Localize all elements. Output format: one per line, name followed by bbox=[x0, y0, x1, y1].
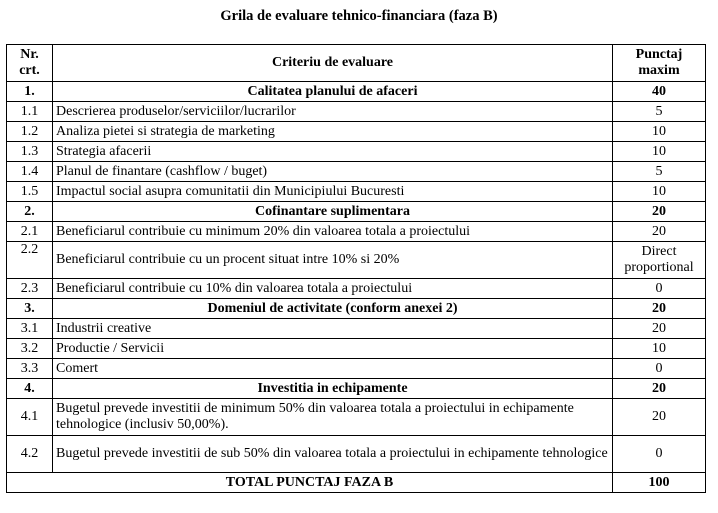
table-row bbox=[7, 279, 706, 299]
row-criteriu: Descrierea produselor/serviciilor/lucrarilor bbox=[53, 102, 613, 122]
header-nr bbox=[7, 45, 53, 82]
row-criteriu: Productie / Servicii bbox=[53, 339, 613, 359]
row-nr: 4.2 bbox=[7, 436, 53, 473]
document-title: Grila de evaluare tehnico-financiara (faza B) bbox=[220, 8, 498, 24]
row-criteriu: Impactul social asupra comunitatii din Municipiului Bucuresti bbox=[53, 182, 613, 202]
row-points: 10 bbox=[613, 182, 706, 202]
section-label: Domeniul de activitate (conform anexei 2) bbox=[53, 299, 613, 319]
section-label: Cofinantare suplimentara bbox=[53, 202, 613, 222]
row-nr: 2.1 bbox=[7, 222, 53, 242]
table-row bbox=[7, 339, 706, 359]
row-points: 20 bbox=[613, 222, 706, 242]
table-row bbox=[7, 182, 706, 202]
table-row bbox=[7, 359, 706, 379]
total-label: TOTAL PUNCTAJ FAZA B bbox=[7, 473, 613, 493]
section-nr: 4. bbox=[7, 379, 53, 399]
table-row bbox=[7, 242, 706, 279]
row-criteriu: Analiza pietei si strategia de marketing bbox=[53, 122, 613, 142]
row-criteriu: Beneficiarul contribuie cu minimum 20% din valoarea totala a proiectului bbox=[53, 222, 613, 242]
row-points: 20 bbox=[613, 319, 706, 339]
header-criteriu: Criteriu de evaluare bbox=[53, 45, 613, 82]
row-criteriu: Beneficiarul contribuie cu 10% din valoarea totala a proiectului bbox=[53, 279, 613, 299]
row-criteriu: Industrii creative bbox=[53, 319, 613, 339]
row-nr: 2.3 bbox=[7, 279, 53, 299]
row-nr: 3.2 bbox=[7, 339, 53, 359]
row-nr: 1.1 bbox=[7, 102, 53, 122]
row-points: 5 bbox=[613, 102, 706, 122]
header-punctaj bbox=[613, 45, 706, 82]
table-row bbox=[7, 436, 706, 473]
row-points: Direct proportional bbox=[613, 242, 706, 279]
table-row bbox=[7, 122, 706, 142]
evaluation-table bbox=[6, 44, 706, 493]
section-row bbox=[7, 379, 706, 399]
row-points: 10 bbox=[613, 142, 706, 162]
row-criteriu: Planul de finantare (cashflow / buget) bbox=[53, 162, 613, 182]
section-points: 40 bbox=[613, 82, 706, 102]
row-criteriu: Bugetul prevede investitii de sub 50% din valoarea totala a proiectului in echipamente tehnologice bbox=[53, 436, 613, 473]
section-nr: 3. bbox=[7, 299, 53, 319]
header-nr-line2: crt. bbox=[19, 63, 40, 78]
row-nr: 1.4 bbox=[7, 162, 53, 182]
row-nr: 3.1 bbox=[7, 319, 53, 339]
section-points: 20 bbox=[613, 379, 706, 399]
header-punctaj-line1: Punctaj bbox=[635, 47, 683, 62]
total-points: 100 bbox=[613, 473, 706, 493]
table-row bbox=[7, 319, 706, 339]
row-points: 10 bbox=[613, 339, 706, 359]
row-nr: 3.3 bbox=[7, 359, 53, 379]
row-criteriu: Bugetul prevede investitii de minimum 50% din valoarea totala a proiectului in echipamente tehnologice (inclusiv 50,00%). bbox=[53, 399, 613, 436]
section-nr: 1. bbox=[7, 82, 53, 102]
row-nr: 1.3 bbox=[7, 142, 53, 162]
row-points: 5 bbox=[613, 162, 706, 182]
table-row bbox=[7, 162, 706, 182]
section-label: Investitia in echipamente bbox=[53, 379, 613, 399]
section-points: 20 bbox=[613, 202, 706, 222]
table-row bbox=[7, 222, 706, 242]
row-nr: 1.2 bbox=[7, 122, 53, 142]
row-criteriu: Beneficiarul contribuie cu un procent situat intre 10% si 20% bbox=[53, 242, 613, 279]
row-points: 0 bbox=[613, 279, 706, 299]
row-criteriu: Strategia afacerii bbox=[53, 142, 613, 162]
header-punctaj-line2: maxim bbox=[638, 63, 680, 78]
row-points: 0 bbox=[613, 436, 706, 473]
row-nr: 2.2 bbox=[7, 242, 53, 279]
table-row bbox=[7, 142, 706, 162]
row-points: 0 bbox=[613, 359, 706, 379]
table-row bbox=[7, 399, 706, 436]
section-row bbox=[7, 202, 706, 222]
section-row bbox=[7, 299, 706, 319]
header-nr-line1: Nr. bbox=[20, 47, 39, 62]
row-points: 10 bbox=[613, 122, 706, 142]
row-nr: 1.5 bbox=[7, 182, 53, 202]
table-header-row bbox=[7, 45, 706, 82]
row-criteriu: Comert bbox=[53, 359, 613, 379]
total-row bbox=[7, 473, 706, 493]
row-points: 20 bbox=[613, 399, 706, 436]
section-points: 20 bbox=[613, 299, 706, 319]
section-label: Calitatea planului de afaceri bbox=[53, 82, 613, 102]
table-row bbox=[7, 102, 706, 122]
section-row bbox=[7, 82, 706, 102]
row-nr: 4.1 bbox=[7, 399, 53, 436]
section-nr: 2. bbox=[7, 202, 53, 222]
